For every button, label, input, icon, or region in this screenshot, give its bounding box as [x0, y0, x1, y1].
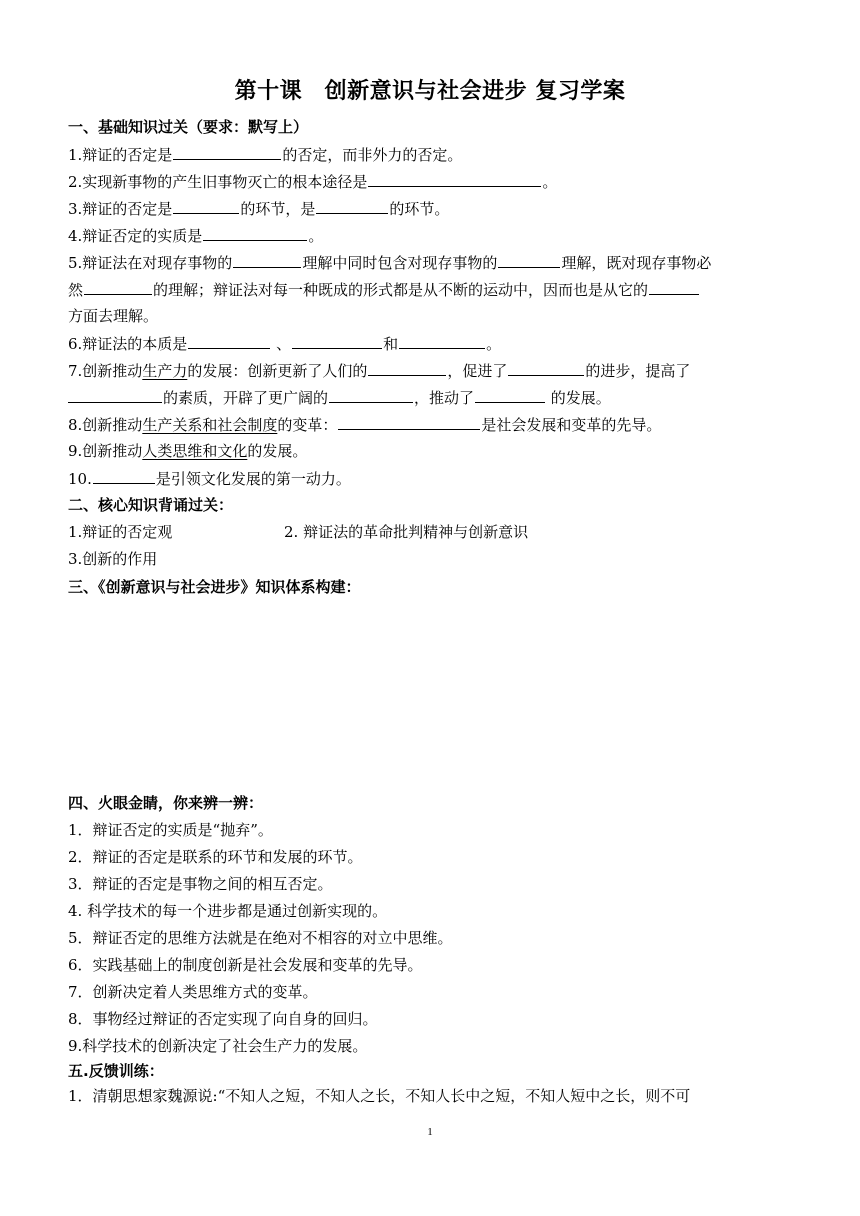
q6-text-a: 6.辩证法的本质是: [68, 335, 188, 353]
q9-text-b: 的发展。: [247, 442, 308, 460]
q8-text-a: 8.创新推动: [68, 416, 143, 434]
judge-item: 6．实践基础上的制度创新是社会发展和变革的先导。: [68, 956, 423, 974]
q3-text-c: 的环节。: [389, 200, 450, 218]
answer-blank[interactable]: [233, 252, 301, 268]
question-1: [68, 144, 462, 165]
question-7-line-1: [68, 360, 690, 381]
core-item-1: 1.辩证的否定观: [68, 523, 173, 541]
q4-text-a: 4.辩证否定的实质是: [68, 227, 203, 245]
q7-text-c: ，促进了: [447, 362, 508, 380]
feedback-question-1: 1．清朝思想家魏源说:“不知人之短，不知人之长，不知人长中之短，不知人短中之长，则不可: [68, 1087, 691, 1105]
question-10: [68, 468, 351, 489]
q8-underlined: 生产关系和社会制度: [142, 416, 278, 434]
q3-text-a: 3.辩证的否定是: [68, 200, 173, 218]
answer-blank[interactable]: [399, 333, 485, 349]
judge-item: 5．辩证否定的思维方法就是在绝对不相容的对立中思维。: [68, 929, 453, 947]
q1-text-b: 的否定，而非外力的否定。: [282, 146, 463, 164]
q8-text-c: 是社会发展和变革的先导。: [481, 416, 662, 434]
answer-blank[interactable]: [368, 171, 541, 187]
answer-blank[interactable]: [316, 198, 388, 214]
judge-item: 8．事物经过辩证的否定实现了向自身的回归。: [68, 1010, 378, 1028]
answer-blank[interactable]: [173, 198, 239, 214]
section-4-heading: 四、火眼金睛，你来辨一辨：: [68, 794, 264, 812]
answer-blank[interactable]: [329, 387, 413, 403]
q5-text-e: 的理解；辩证法对每一种既成的形式都是从不断的运动中，因而也是从它的: [153, 281, 649, 299]
q7-text-f: ，推动了: [414, 389, 475, 407]
q5-text-d: 然: [68, 281, 84, 299]
q10-text-a: 10.: [68, 470, 92, 488]
answer-blank[interactable]: [173, 144, 281, 160]
q5-text-c: 理解，既对现存事物必: [561, 254, 712, 272]
answer-blank[interactable]: [203, 225, 307, 241]
section-3-heading: 三、《创新意识与社会进步》知识体系构建：: [68, 578, 361, 596]
q6-text-b: 、: [276, 335, 292, 353]
q7-text-g: 的发展。: [546, 389, 611, 407]
answer-blank[interactable]: [84, 279, 152, 295]
q4-text-b: 。: [308, 227, 324, 245]
answer-blank[interactable]: [188, 333, 270, 349]
q5-text-b: 理解中同时包含对现存事物的: [302, 254, 498, 272]
q9-underlined: 人类思维和文化: [142, 442, 248, 460]
section-1-heading: 一、基础知识过关（要求：默写上）: [68, 118, 309, 136]
q5-text-f: 方面去理解。: [68, 307, 159, 325]
question-5-line-3: [68, 306, 158, 326]
answer-blank[interactable]: [93, 468, 155, 484]
page-number: 1: [427, 1126, 433, 1138]
q6-text-d: 。: [486, 335, 502, 353]
question-9: [68, 441, 307, 461]
answer-blank[interactable]: [508, 360, 584, 376]
answer-blank[interactable]: [475, 387, 545, 403]
q5-text-a: 5.辩证法在对现存事物的: [68, 254, 233, 272]
q3-text-b: 的环节，是: [240, 200, 316, 218]
q7-text-b: 的发展：创新更新了人们的: [187, 362, 368, 380]
question-8: [68, 414, 661, 435]
answer-blank[interactable]: [292, 333, 382, 349]
answer-blank[interactable]: [68, 387, 162, 403]
question-3: [68, 198, 449, 219]
judge-item: 2．辩证的否定是联系的环节和发展的环节。: [68, 848, 363, 866]
answer-blank[interactable]: [498, 252, 560, 268]
question-5-line-1: [68, 252, 711, 273]
judge-item: 1．辩证否定的实质是“抛弃”。: [68, 821, 273, 839]
section-5-heading: 五.反馈训练：: [68, 1062, 164, 1080]
question-6: [68, 333, 501, 354]
judge-item: 4. 科学技术的每一个进步都是通过创新实现的。: [68, 902, 388, 920]
question-2: [68, 171, 557, 192]
answer-blank[interactable]: [338, 414, 480, 430]
judge-item: 3．辩证的否定是事物之间的相互否定。: [68, 875, 333, 893]
q6-text-c: 和: [383, 335, 399, 353]
q1-text-a: 1.辩证的否定是: [68, 146, 173, 164]
q9-text-a: 9.创新推动: [68, 442, 143, 460]
q8-text-b: 的变革：: [277, 416, 338, 434]
q7-underlined: 生产力: [142, 362, 188, 380]
judge-item: 7．创新决定着人类思维方式的变革。: [68, 983, 318, 1001]
core-item-3: 3.创新的作用: [68, 550, 158, 568]
answer-blank[interactable]: [649, 279, 699, 295]
q7-text-a: 7.创新推动: [68, 362, 143, 380]
q2-text-b: 。: [542, 173, 558, 191]
q7-text-d: 的进步，提高了: [585, 362, 691, 380]
question-7-line-2: [68, 387, 611, 408]
q7-text-e: 的素质，开辟了更广阔的: [163, 389, 329, 407]
section-2-heading: 二、核心知识背诵过关：: [68, 496, 234, 514]
judge-item: 9.科学技术的创新决定了社会生产力的发展。: [68, 1037, 368, 1055]
q2-text-a: 2.实现新事物的产生旧事物灭亡的根本途径是: [68, 173, 368, 191]
page-title: 第十课 创新意识与社会进步 复习学案: [234, 79, 626, 104]
core-item-2: 2. 辩证法的革命批判精神与创新意识: [284, 523, 529, 541]
question-5-line-2: [68, 279, 700, 300]
answer-blank[interactable]: [368, 360, 446, 376]
q10-text-b: 是引领文化发展的第一动力。: [155, 470, 351, 488]
question-4: [68, 225, 323, 246]
